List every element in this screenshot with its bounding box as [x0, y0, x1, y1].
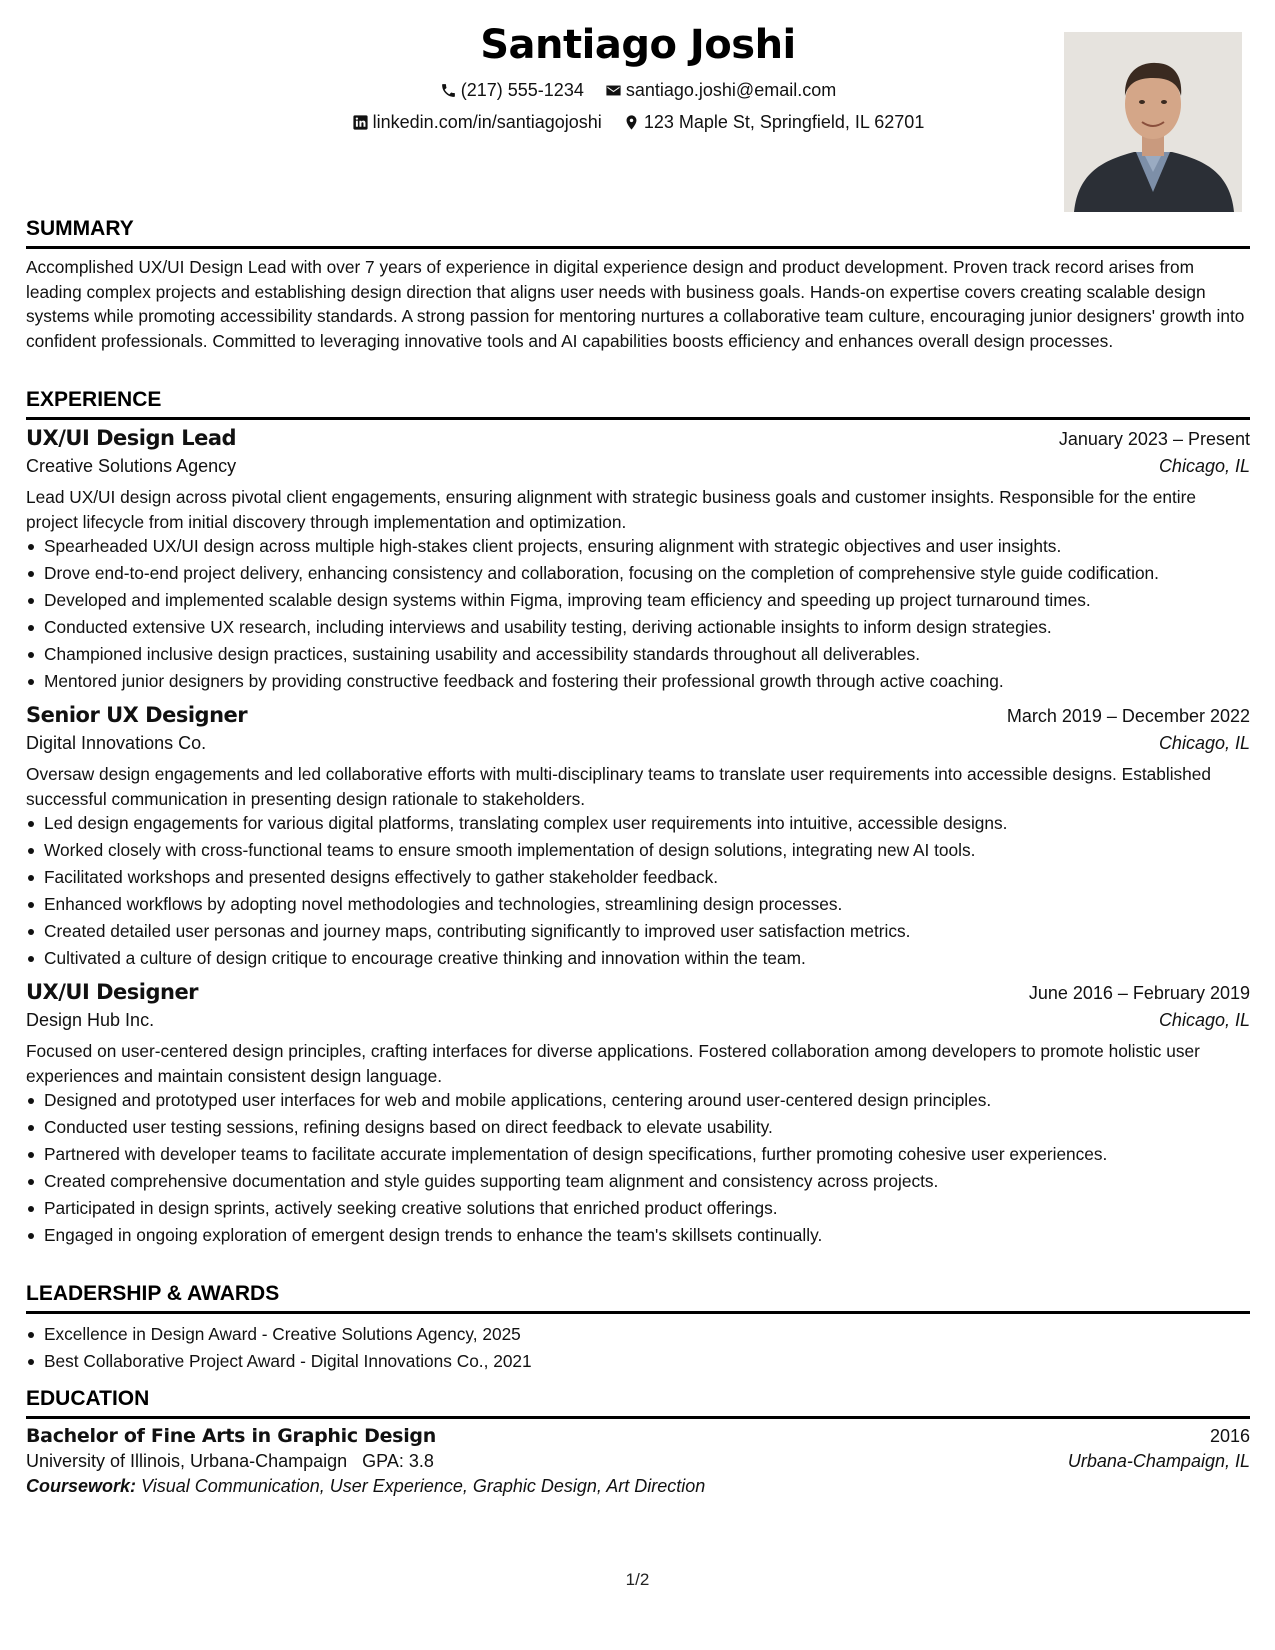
job-location: Chicago, IL: [1158, 456, 1250, 476]
coursework-line: [26, 1476, 1250, 1497]
experience-section: [26, 387, 1250, 1250]
page-number: 1/2: [625, 1570, 650, 1589]
awards-section: [26, 1281, 1250, 1376]
job-company: Creative Solutions Agency: [26, 456, 237, 476]
job-bullets: [26, 534, 1250, 693]
bullet-item: Participated in design sprints, actively seeking creative solutions that enriched product offerings.: [44, 1196, 1250, 1220]
job-header-row: [26, 426, 1250, 450]
award-item: Excellence in Design Award - Creative Solutions Agency, 2025: [44, 1322, 1250, 1346]
job-dates: January 2023 – Present: [1058, 429, 1250, 449]
experience-heading: EXPERIENCE: [26, 387, 1250, 420]
resume-header: [26, 22, 1250, 222]
job-header-row: [26, 980, 1250, 1004]
map-pin-icon: [623, 114, 640, 131]
bullet-item: Developed and implemented scalable design systems within Figma, improving team efficiency and speeding up project turnaround times.: [44, 588, 1250, 612]
award-item: Best Collaborative Project Award - Digital Innovations Co., 2021: [44, 1349, 1250, 1373]
summary-heading: SUMMARY: [26, 216, 1250, 249]
bullet-item: Cultivated a culture of design critique to encourage creative thinking and innovation within the team.: [44, 946, 1250, 970]
phone-item: [440, 80, 584, 101]
envelope-icon: [605, 82, 622, 99]
email-item[interactable]: [605, 80, 836, 101]
job-entry: [26, 980, 1250, 1247]
linkedin-icon: [352, 114, 369, 131]
bullet-item: Mentored junior designers by providing constructive feedback and fostering their professional growth through active coaching.: [44, 669, 1250, 693]
address-item: [623, 112, 925, 133]
job-description: Oversaw design engagements and led collaborative efforts with multi-disciplinary teams to translate user requirements into accessible designs. Established successful communication in presenting design rationale to stakeholders.: [26, 764, 1212, 809]
education-heading: EDUCATION: [26, 1386, 1250, 1419]
candidate-name: Santiago Joshi: [480, 22, 796, 68]
email-text[interactable]: santiago.joshi@email.com: [625, 80, 837, 100]
education-school-row: [26, 1451, 1250, 1472]
awards-heading: LEADERSHIP & AWARDS: [26, 1281, 1250, 1314]
job-dates: March 2019 – December 2022: [1006, 706, 1250, 726]
job-location: Chicago, IL: [1158, 733, 1250, 753]
profile-photo: [1064, 32, 1242, 212]
phone-icon: [440, 82, 457, 99]
job-company-row: [26, 1010, 1250, 1031]
school-location: Urbana-Champaign, IL: [1067, 1451, 1250, 1471]
summary-section: [26, 216, 1250, 353]
bullet-item: Conducted user testing sessions, refining designs based on direct feedback to elevate usability.: [44, 1115, 1250, 1139]
job-location: Chicago, IL: [1158, 1010, 1250, 1030]
job-company: Digital Innovations Co.: [26, 733, 207, 753]
job-bullets: [26, 1088, 1250, 1247]
bullet-item: Engaged in ongoing exploration of emergent design trends to enhance the team's skillsets continually.: [44, 1223, 1250, 1247]
summary-text: Accomplished UX/UI Design Lead with over 7 years of experience in digital experience design and product development. Proven track record arises from leading complex projects and establishing design direction that aligns user needs with business goals. Hands-on expertise covers creating scalable design systems while promoting accessibility standards. A strong passion for mentoring nurtures a collaborative team culture, encouraging junior designers' growth into confident professionals. Committed to leveraging innovative tools and AI capabilities boosts efficiency and enhances overall design processes.: [26, 257, 1245, 351]
bullet-item: Spearheaded UX/UI design across multiple high-stakes client projects, ensuring alignment with strategic objectives and user insights.: [44, 534, 1250, 558]
school-name: University of Illinois, Urbana-Champaign: [26, 1451, 348, 1471]
job-description: Lead UX/UI design across pivotal client engagements, ensuring alignment with strategic business goals and customer insights. Responsible for the entire project lifecycle from initial discovery through implementation and optimization.: [26, 487, 1197, 532]
job-company-row: [26, 456, 1250, 477]
job-description: Focused on user-centered design principles, crafting interfaces for diverse applications. Fostered collaboration among developers to promote holistic user experiences and maintain consistent design language.: [26, 1041, 1200, 1086]
job-header-row: [26, 703, 1250, 727]
job-title: UX/UI Designer: [26, 980, 199, 1004]
bullet-item: Partnered with developer teams to facilitate accurate implementation of design specifications, further promoting cohesive user experiences.: [44, 1142, 1250, 1166]
education-section: [26, 1386, 1250, 1497]
gpa: GPA: 3.8: [362, 1451, 434, 1471]
school-line: [26, 1451, 434, 1472]
job-title: Senior UX Designer: [26, 703, 248, 727]
bullet-item: Created detailed user personas and journey maps, contributing significantly to improved user satisfaction metrics.: [44, 919, 1250, 943]
bullet-item: Led design engagements for various digital platforms, translating complex user requirements into intuitive, accessible designs.: [44, 811, 1250, 835]
job-company-row: [26, 733, 1250, 754]
job-bullets: [26, 811, 1250, 970]
job-entry: [26, 703, 1250, 970]
bullet-item: Drove end-to-end project delivery, enhancing consistency and collaboration, focusing on the completion of comprehensive style guide codification.: [44, 561, 1250, 585]
coursework-label: Coursework:: [26, 1476, 137, 1496]
bullet-item: Enhanced workflows by adopting novel methodologies and technologies, streamlining design processes.: [44, 892, 1250, 916]
phone-text: (217) 555-1234: [460, 80, 584, 100]
bullet-item: Created comprehensive documentation and style guides supporting team alignment and consistency across projects.: [44, 1169, 1250, 1193]
bullet-item: Designed and prototyped user interfaces for web and mobile applications, centering around user-centered design principles.: [44, 1088, 1250, 1112]
address-text: 123 Maple St, Springfield, IL 62701: [643, 112, 925, 132]
awards-list: [26, 1322, 1250, 1373]
bullet-item: Worked closely with cross-functional teams to ensure smooth implementation of design solutions, integrating new AI tools.: [44, 838, 1250, 862]
degree-title: Bachelor of Fine Arts in Graphic Design: [26, 1425, 436, 1447]
coursework-text: Visual Communication, User Experience, Graphic Design, Art Direction: [141, 1476, 706, 1496]
graduation-year: 2016: [1209, 1426, 1250, 1446]
linkedin-item[interactable]: [352, 112, 602, 133]
job-company: Design Hub Inc.: [26, 1010, 155, 1030]
job-title: UX/UI Design Lead: [26, 426, 237, 450]
job-entry: [26, 426, 1250, 693]
bullet-item: Conducted extensive UX research, including interviews and usability testing, deriving actionable insights to inform design strategies.: [44, 615, 1250, 639]
linkedin-text[interactable]: linkedin.com/in/santiagojoshi: [372, 112, 602, 132]
resume-page: [26, 0, 1250, 1650]
job-dates: June 2016 – February 2019: [1028, 983, 1250, 1003]
bullet-item: Championed inclusive design practices, sustaining usability and accessibility standards throughout all deliverables.: [44, 642, 1250, 666]
bullet-item: Facilitated workshops and presented designs effectively to gather stakeholder feedback.: [44, 865, 1250, 889]
education-header-row: [26, 1425, 1250, 1447]
